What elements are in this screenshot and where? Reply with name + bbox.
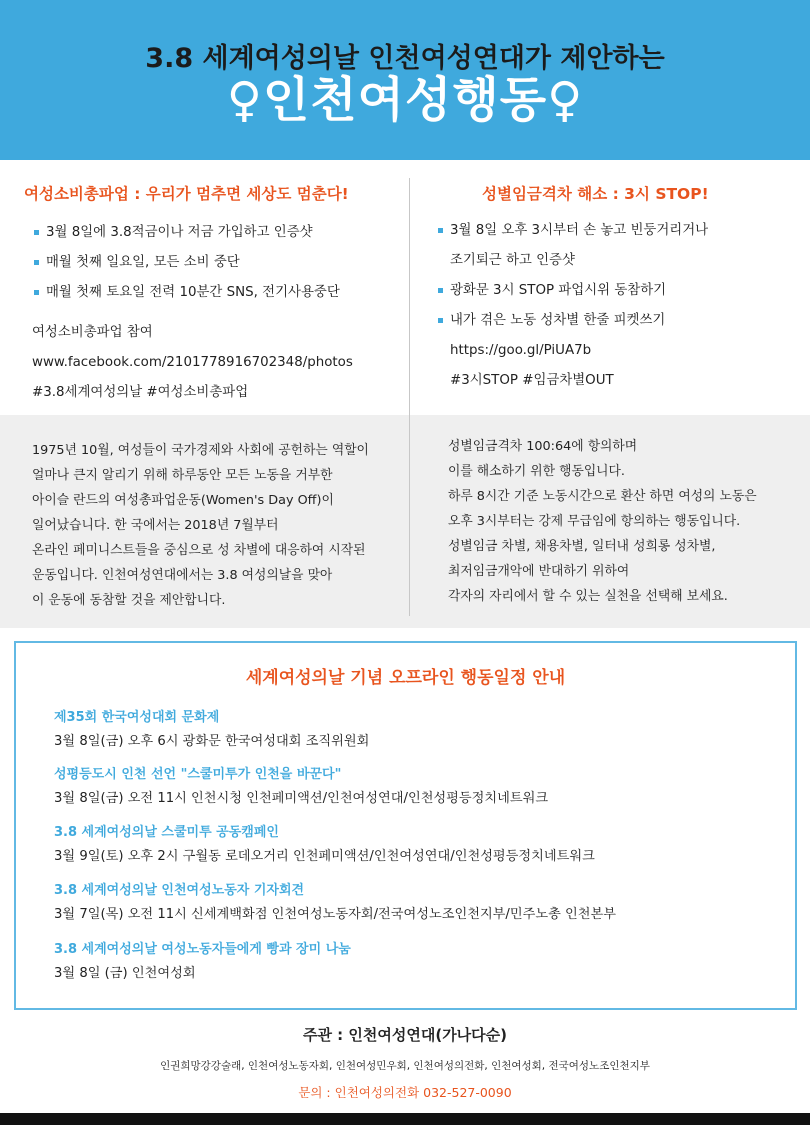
female-symbol-icon: ♀ <box>226 72 263 128</box>
schedule-event <box>54 822 595 870</box>
organizer-label: 주관 : 인천여성연대(가나다순) <box>302 1026 508 1044</box>
event-name: 성평등도시 인천 선언 "스쿨미투가 인천을 바꾼다" <box>54 767 342 782</box>
consumption-strike-info <box>32 320 353 410</box>
bottom-bar <box>0 1113 810 1125</box>
contact-info: 문의 : 인천여성의전화 032-527-0090 <box>298 1085 512 1100</box>
header-banner <box>0 0 810 160</box>
consumption-strike-bullets <box>32 220 340 310</box>
event-details: 3월 9일(토) 오후 2시 구월동 로데오거리 인천페미액션/인천여성연대/인천성평등정치네트워크 <box>54 849 595 864</box>
list-item-continued: 조기퇴근 하고 인증샷 <box>450 253 575 268</box>
header-title <box>0 68 810 132</box>
event-name: 3.8 세계여성의날 인천여성노동자 기자회견 <box>54 883 305 898</box>
event-details: 3월 8일 (금) 인천여성회 <box>54 966 196 981</box>
list-item: 매월 첫째 토요일 전력 10분간 SNS, 전기사용중단 <box>32 280 340 310</box>
member-organizations: 인권희망강강술래, 인천여성노동자회, 인천여성민우회, 인천여성의전화, 인천여성회, 전국여성노조인천지부 <box>160 1060 650 1072</box>
schedule-event <box>54 880 616 928</box>
description-line: 최저임금개악에 반대하기 위하여 <box>448 564 630 579</box>
event-name: 제35회 한국여성대회 문화제 <box>54 710 220 725</box>
description-line: 이를 해소하기 위한 행동입니다. <box>448 464 625 479</box>
description-line: 오후 3시부터는 강제 무급임에 항의하는 행동입니다. <box>448 514 741 529</box>
description-line: 성별임금 차별, 채용차별, 일터내 성희롱 성차별, <box>448 539 716 554</box>
event-details: 3월 8일(금) 오후 6시 광화문 한국여성대회 조직위원회 <box>54 734 370 749</box>
consumption-strike-description <box>32 440 369 615</box>
event-details: 3월 8일(금) 오전 11시 인천시청 인천페미액션/인천여성연대/인천성평등정치네트워크 <box>54 791 549 806</box>
description-line: 아이슬 란드의 여성총파업운동(Women's Day Off)이 <box>32 493 334 508</box>
schedule-event <box>54 764 548 812</box>
description-line: 얼마나 큰지 알리기 위해 하루동안 모든 노동을 거부한 <box>32 468 333 483</box>
description-line: 1975년 10월, 여성들이 국가경제와 사회에 공헌하는 역할이 <box>32 443 369 458</box>
consumption-strike-heading: 여성소비총파업 : 우리가 멈추면 세상도 멈춘다! <box>24 185 349 203</box>
header-subtitle: 3.8 세계여성의날 인천여성연대가 제안하는 <box>145 43 665 74</box>
description-line: 온라인 페미니스트들을 중심으로 성 차별에 대응하여 시작된 <box>32 543 366 558</box>
list-item: 3월 8일 오후 3시부터 손 놓고 빈둥거리거나 <box>436 218 708 248</box>
info-line: 여성소비총파업 참여 <box>32 325 153 340</box>
facebook-link[interactable]: www.facebook.com/2101778916702348/photos <box>32 355 353 370</box>
offline-schedule-box <box>14 641 797 1010</box>
list-item: 3월 8일에 3.8적금이나 저금 가입하고 인증샷 <box>32 220 340 250</box>
wage-gap-bullets <box>436 218 708 398</box>
hashtags: #3.8세계여성의날 #여성소비총파업 <box>32 385 249 400</box>
schedule-title: 세계여성의날 기념 오프라인 행동일정 안내 <box>245 668 566 688</box>
description-line: 일어났습니다. 한 국에서는 2018년 7월부터 <box>32 518 279 533</box>
event-name: 3.8 세계여성의날 여성노동자들에게 빵과 장미 나눔 <box>54 942 351 957</box>
list-item: 내가 겪은 노동 성차별 한줄 피켓쓰기 <box>436 308 708 338</box>
description-line: 이 운동에 동참할 것을 제안합니다. <box>32 593 226 608</box>
event-details: 3월 7일(목) 오전 11시 신세계백화점 인천여성노동자회/전국여성노조인천지부/민주노총 인천본부 <box>54 907 616 922</box>
hashtags: #3시STOP #임금차별OUT <box>450 373 614 388</box>
wage-gap-description <box>448 436 757 611</box>
wage-gap-heading: 성별임금격차 해소 : 3시 STOP! <box>482 185 709 203</box>
description-line: 각자의 자리에서 할 수 있는 실천을 선택해 보세요. <box>448 589 728 604</box>
column-divider <box>409 178 410 616</box>
goo-gl-link[interactable]: https://goo.gl/PiUA7b <box>450 343 592 358</box>
list-item: 광화문 3시 STOP 파업시위 동참하기 <box>436 278 708 308</box>
title-text: 인천여성행동 <box>262 72 548 128</box>
event-name: 3.8 세계여성의날 스쿨미투 공동캠페인 <box>54 825 279 840</box>
schedule-event <box>54 707 369 755</box>
description-line: 운동입니다. 인천여성연대에서는 3.8 여성의날을 맞아 <box>32 568 333 583</box>
list-item: 매월 첫째 일요일, 모든 소비 중단 <box>32 250 340 280</box>
description-line: 하루 8시간 기준 노동시간으로 환산 하면 여성의 노동은 <box>448 489 757 504</box>
schedule-event <box>54 939 351 987</box>
female-symbol-icon: ♀ <box>547 72 584 128</box>
description-line: 성별임금격차 100:64에 항의하며 <box>448 439 638 454</box>
